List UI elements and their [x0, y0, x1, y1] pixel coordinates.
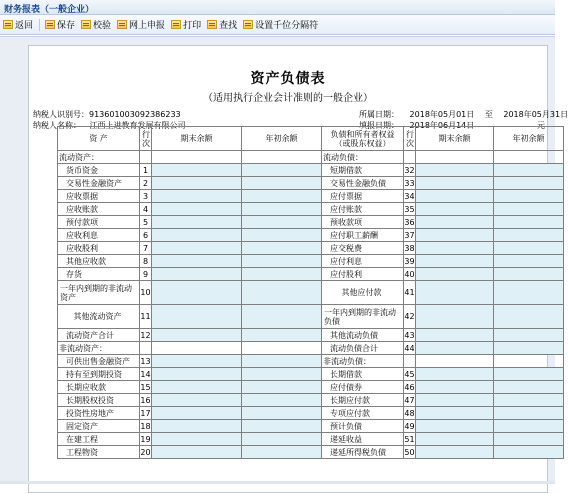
- line-number: 32: [404, 165, 415, 175]
- item-name: 其他流动资产: [58, 305, 140, 329]
- line-number: 37: [404, 230, 415, 240]
- table-row: [58, 190, 564, 203]
- taxpayer-name-value: 江西上进教育发展有限公司: [89, 121, 186, 130]
- asset-begin-balance-input[interactable]: [242, 216, 322, 229]
- line-number: 17: [140, 408, 151, 418]
- liability-begin-balance-input[interactable]: [494, 177, 564, 190]
- find-icon: [207, 20, 217, 29]
- asset-end-balance-input[interactable]: [152, 329, 242, 342]
- asset-begin-balance-input[interactable]: [242, 281, 322, 305]
- header-end-balance: 期末余额: [152, 127, 242, 151]
- liability-end-balance-input[interactable]: [416, 381, 494, 394]
- asset-end-balance-input[interactable]: [152, 394, 242, 407]
- liability-begin-balance-input[interactable]: [494, 229, 564, 242]
- item-name: 预计负债: [322, 420, 404, 433]
- validate-button[interactable]: [81, 17, 111, 33]
- header-asset: 资 产: [58, 127, 140, 151]
- line-number: 9: [140, 268, 152, 281]
- period-end: 2018年05月31日: [503, 110, 568, 119]
- toolbar-button-label: 网上申报: [129, 21, 166, 31]
- section-heading: 流动资产：: [58, 151, 140, 164]
- item-name: 应收股利: [58, 242, 140, 255]
- unit-label: 元: [537, 121, 545, 130]
- item-name: 一年内到期的非流动资产: [58, 281, 140, 305]
- thousands-separator-icon: [243, 20, 253, 29]
- table-row: [58, 242, 564, 255]
- item-name: 长期借款: [322, 368, 404, 381]
- asset-begin-balance-input[interactable]: [242, 394, 322, 407]
- period-to: 至: [484, 110, 493, 119]
- header-liability: 负债和所有者权益（或股东权益）: [322, 127, 404, 151]
- liability-begin-balance-input[interactable]: [494, 420, 564, 433]
- item-name: 长期应付款: [322, 394, 404, 407]
- report-title: 资产负债表: [250, 71, 326, 87]
- liability-end-balance-input[interactable]: [416, 420, 494, 433]
- line-number: 48: [404, 408, 415, 418]
- item-name: 持有至到期投资: [58, 368, 140, 381]
- liability-begin-balance-input[interactable]: [494, 305, 564, 329]
- item-name: 递延收益: [322, 433, 404, 446]
- find-button[interactable]: [207, 17, 237, 33]
- asset-begin-balance-input[interactable]: [242, 407, 322, 420]
- liability-end-balance-input[interactable]: [416, 164, 494, 177]
- line-number: 41: [404, 281, 416, 305]
- asset-end-balance-input[interactable]: [152, 255, 242, 268]
- toolbar-button-label: 返回: [15, 21, 34, 31]
- asset-end-balance-input: [152, 342, 242, 355]
- asset-begin-balance-input[interactable]: [242, 190, 322, 203]
- asset-end-balance-input[interactable]: [152, 242, 242, 255]
- item-name: 应收账款: [58, 203, 140, 216]
- item-name: 预付款项: [58, 216, 140, 229]
- report-subtitle: （适用执行企业会计准则的一般企业）: [203, 93, 373, 104]
- table-row: [58, 203, 564, 216]
- line-number: 5: [140, 216, 152, 229]
- line-number: 49: [404, 421, 415, 431]
- item-name: 应交税费: [322, 242, 404, 255]
- line-number: 15: [140, 382, 151, 392]
- asset-end-balance-input[interactable]: [152, 433, 242, 446]
- liability-end-balance-input[interactable]: [416, 329, 494, 342]
- liability-end-balance-input[interactable]: [416, 281, 494, 305]
- table-row: [58, 446, 564, 459]
- table-row: [58, 381, 564, 394]
- asset-begin-balance-input[interactable]: [242, 164, 322, 177]
- item-name: 固定资产: [58, 420, 140, 433]
- liability-begin-balance-input[interactable]: [494, 164, 564, 177]
- fill-date-value: 2018年06月14日: [409, 121, 475, 130]
- asset-end-balance-input[interactable]: [152, 305, 242, 329]
- taxpayer-name-label: 纳税人名称：: [33, 121, 81, 130]
- liability-end-balance-input: [416, 151, 494, 164]
- table-row: [58, 151, 564, 164]
- item-name: 应付利息: [322, 255, 404, 268]
- table-row: [58, 394, 564, 407]
- line-number: 20: [140, 447, 151, 457]
- line-number: 50: [404, 447, 415, 457]
- item-name: 投资性房地产: [58, 407, 140, 420]
- line-number: 8: [140, 255, 152, 268]
- line-number: 44: [404, 343, 415, 353]
- table-row: [58, 229, 564, 242]
- item-name: 存货: [58, 268, 140, 281]
- save-icon: [45, 20, 55, 29]
- liability-end-balance-input[interactable]: [416, 229, 494, 242]
- toolbar-button-label: 保存: [57, 21, 76, 31]
- liability-end-balance-input[interactable]: [416, 368, 494, 381]
- line-number: 1: [140, 164, 152, 177]
- line-number: 47: [404, 395, 415, 405]
- line-number: 2: [140, 177, 152, 190]
- line-number: 39: [404, 256, 415, 266]
- table-row: [58, 329, 564, 342]
- item-name: 长期股权投资: [58, 394, 140, 407]
- asset-begin-balance-input[interactable]: [242, 242, 322, 255]
- liability-begin-balance-input: [494, 355, 564, 368]
- line-number: 3: [140, 190, 152, 203]
- table-row: [58, 255, 564, 268]
- line-number: 35: [404, 204, 415, 214]
- liability-begin-balance-input: [494, 151, 564, 164]
- thousands-separator-button[interactable]: [243, 17, 318, 33]
- fill-date-label: 填报日期：: [359, 121, 399, 130]
- asset-begin-balance-input[interactable]: [242, 433, 322, 446]
- liability-begin-balance-input[interactable]: [494, 368, 564, 381]
- asset-end-balance-input[interactable]: [152, 355, 242, 368]
- liability-begin-balance-input[interactable]: [494, 268, 564, 281]
- toolbar-button-label: 校验: [93, 21, 112, 31]
- liability-begin-balance-input[interactable]: [494, 329, 564, 342]
- online-filing-icon: [117, 20, 127, 29]
- asset-end-balance-input[interactable]: [152, 229, 242, 242]
- line-number: 6: [140, 229, 152, 242]
- item-name: 递延所得税负债: [322, 446, 404, 459]
- liability-end-balance-input[interactable]: [416, 342, 494, 355]
- line-number: [140, 342, 152, 355]
- toolbar-button-label: 打印: [183, 21, 202, 31]
- asset-end-balance-input[interactable]: [152, 446, 242, 459]
- toolbar: [0, 15, 555, 35]
- liability-end-balance-input[interactable]: [416, 407, 494, 420]
- asset-end-balance-input[interactable]: [152, 216, 242, 229]
- item-name: 流动负债合计: [322, 342, 404, 355]
- liability-begin-balance-input[interactable]: [494, 342, 564, 355]
- table-row: [58, 420, 564, 433]
- print-button[interactable]: [171, 17, 201, 33]
- asset-begin-balance-input: [242, 342, 322, 355]
- item-name: 其他应付款: [322, 281, 404, 305]
- liability-begin-balance-input[interactable]: [494, 242, 564, 255]
- item-name: 流动资产合计: [58, 329, 140, 342]
- liability-end-balance-input[interactable]: [416, 268, 494, 281]
- taxpayer-id-label: 纳税人识别号：: [33, 110, 89, 119]
- back-button[interactable]: [3, 17, 33, 33]
- item-name: 应收利息: [58, 229, 140, 242]
- asset-begin-balance-input[interactable]: [242, 329, 322, 342]
- item-name: 货币资金: [58, 164, 140, 177]
- back-icon: [3, 20, 13, 29]
- liability-begin-balance-input[interactable]: [494, 381, 564, 394]
- line-number: 36: [404, 217, 415, 227]
- asset-begin-balance-input: [242, 151, 322, 164]
- liability-end-balance-input[interactable]: [416, 394, 494, 407]
- asset-begin-balance-input[interactable]: [242, 446, 322, 459]
- asset-end-balance-input[interactable]: [152, 190, 242, 203]
- header-end-balance-2: 期末余额: [416, 127, 494, 151]
- table-row: [58, 407, 564, 420]
- table-row: [58, 342, 564, 355]
- section-heading: 流动负债：: [322, 151, 404, 164]
- header-begin-balance: 年初余额: [242, 127, 322, 151]
- liability-begin-balance-input[interactable]: [494, 203, 564, 216]
- header-line: 行次: [140, 127, 152, 151]
- item-name: 应付票据: [322, 190, 404, 203]
- liability-begin-balance-input[interactable]: [494, 407, 564, 420]
- line-number: [404, 355, 416, 368]
- asset-begin-balance-input[interactable]: [242, 268, 322, 281]
- item-name: 在建工程: [58, 433, 140, 446]
- item-name: 应付账款: [322, 203, 404, 216]
- liability-begin-balance-input[interactable]: [494, 394, 564, 407]
- header-begin-balance-2: 年初余额: [494, 127, 564, 151]
- table-row: [58, 305, 564, 329]
- line-number: 16: [140, 395, 151, 405]
- liability-begin-balance-input[interactable]: [494, 281, 564, 305]
- validate-icon: [81, 20, 91, 29]
- asset-begin-balance-input[interactable]: [242, 420, 322, 433]
- asset-end-balance-input[interactable]: [152, 177, 242, 190]
- toolbar-separator: [39, 19, 40, 31]
- online-filing-button[interactable]: [117, 17, 165, 33]
- liability-end-balance-input[interactable]: [416, 203, 494, 216]
- toolbar-button-label: 设置千位分隔符: [255, 21, 319, 31]
- item-name: 短期借款: [322, 164, 404, 177]
- asset-end-balance-input[interactable]: [152, 420, 242, 433]
- horizontal-scrollbar[interactable]: [0, 481, 555, 484]
- item-name: 长期应收款: [58, 381, 140, 394]
- liability-end-balance-input[interactable]: [416, 446, 494, 459]
- asset-begin-balance-input[interactable]: [242, 203, 322, 216]
- line-number: 43: [404, 330, 415, 340]
- line-number: 11: [140, 305, 152, 329]
- line-number: 10: [140, 281, 152, 305]
- item-name: 交易性金融资产: [58, 177, 140, 190]
- table-row: [58, 368, 564, 381]
- liability-begin-balance-input[interactable]: [494, 216, 564, 229]
- line-number: 12: [140, 330, 151, 340]
- item-name: 应付债券: [322, 381, 404, 394]
- table-row: [58, 177, 564, 190]
- item-name: 其他应收款: [58, 255, 140, 268]
- liability-end-balance-input[interactable]: [416, 433, 494, 446]
- line-number: 7: [140, 242, 152, 255]
- asset-end-balance-input[interactable]: [152, 281, 242, 305]
- asset-end-balance-input[interactable]: [152, 368, 242, 381]
- item-name: 应付职工薪酬: [322, 229, 404, 242]
- line-number: 51: [404, 434, 415, 444]
- item-name: 工程物资: [58, 446, 140, 459]
- section-heading: 非流动资产：: [58, 342, 140, 355]
- line-number: [404, 151, 416, 164]
- toolbar-button-label: 查找: [219, 21, 238, 31]
- line-number: 42: [404, 305, 416, 329]
- liability-end-balance-input[interactable]: [416, 190, 494, 203]
- liability-end-balance-input: [416, 355, 494, 368]
- liability-begin-balance-input[interactable]: [494, 433, 564, 446]
- item-name: 预收款项: [322, 216, 404, 229]
- print-icon: [171, 20, 181, 29]
- liability-begin-balance-input[interactable]: [494, 446, 564, 459]
- asset-end-balance-input[interactable]: [152, 407, 242, 420]
- line-number: 38: [404, 243, 415, 253]
- liability-end-balance-input[interactable]: [416, 177, 494, 190]
- item-name: 应收票据: [58, 190, 140, 203]
- period-row: [359, 109, 568, 120]
- table-row: [58, 433, 564, 446]
- line-number: 45: [404, 369, 415, 379]
- report-paper: [28, 45, 568, 493]
- table-row: [58, 216, 564, 229]
- line-number: 46: [404, 382, 415, 392]
- taxpayer-id-row: [33, 109, 181, 120]
- line-number: 14: [140, 369, 151, 379]
- item-name: 可供出售金融资产: [58, 355, 140, 368]
- line-number: 19: [140, 434, 151, 444]
- asset-end-balance-input[interactable]: [152, 164, 242, 177]
- taxpayer-id-value: 913601003092386233: [89, 110, 181, 119]
- asset-end-balance-input: [152, 151, 242, 164]
- item-name: 交易性金融负债: [322, 177, 404, 190]
- line-number: 34: [404, 191, 415, 201]
- line-number: 33: [404, 178, 415, 188]
- table-row: [58, 164, 564, 177]
- table-row: [58, 355, 564, 368]
- item-name: 应付股利: [322, 268, 404, 281]
- liability-begin-balance-input[interactable]: [494, 255, 564, 268]
- asset-end-balance-input[interactable]: [152, 268, 242, 281]
- line-number: 18: [140, 421, 151, 431]
- asset-begin-balance-input[interactable]: [242, 177, 322, 190]
- line-number: 4: [140, 203, 152, 216]
- asset-begin-balance-input[interactable]: [242, 229, 322, 242]
- liability-end-balance-input[interactable]: [416, 255, 494, 268]
- line-number: 40: [404, 269, 415, 279]
- asset-begin-balance-input[interactable]: [242, 368, 322, 381]
- asset-end-balance-input[interactable]: [152, 381, 242, 394]
- line-number: 13: [140, 356, 151, 366]
- item-name: 专项应付款: [322, 407, 404, 420]
- liability-end-balance-input[interactable]: [416, 242, 494, 255]
- liability-end-balance-input[interactable]: [416, 305, 494, 329]
- table-row: [58, 268, 564, 281]
- liability-begin-balance-input[interactable]: [494, 190, 564, 203]
- item-name: 其他流动负债: [322, 329, 404, 342]
- line-number: [140, 151, 152, 164]
- item-name: 一年内到期的非流动负债: [322, 305, 404, 329]
- asset-end-balance-input[interactable]: [152, 203, 242, 216]
- table-header-row: [58, 127, 564, 151]
- header-line-2: 行次: [404, 127, 416, 151]
- period-label: 所属日期：: [359, 110, 399, 119]
- balance-sheet-table: [57, 126, 564, 459]
- liability-end-balance-input[interactable]: [416, 216, 494, 229]
- period-start: 2018年05月01日: [409, 110, 475, 119]
- report-viewport: [0, 36, 568, 484]
- save-button[interactable]: [45, 17, 75, 33]
- asset-begin-balance-input[interactable]: [242, 355, 322, 368]
- asset-begin-balance-input[interactable]: [242, 305, 322, 329]
- asset-begin-balance-input[interactable]: [242, 381, 322, 394]
- asset-begin-balance-input[interactable]: [242, 255, 322, 268]
- window-title: 财务报表（一般企业）: [0, 0, 555, 15]
- section-heading: 非流动负债：: [322, 355, 404, 368]
- table-row: [58, 281, 564, 305]
